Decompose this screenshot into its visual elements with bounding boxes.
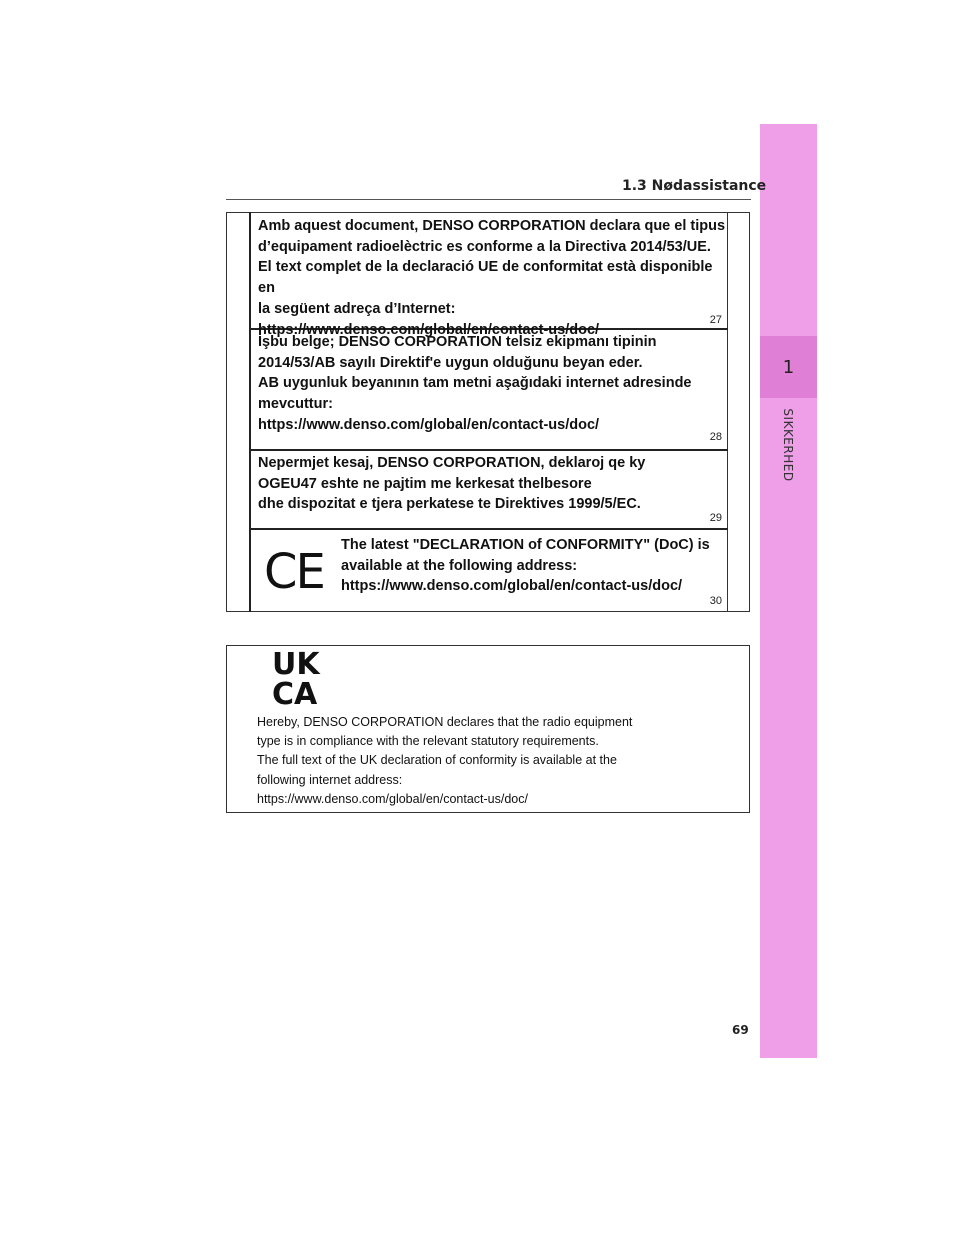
declaration-number: 27 — [709, 314, 722, 326]
declaration-text: Nepermjet kesaj, DENSO CORPORATION, deklaroj qe ky OGEU47 eshte ne pajtim me kerkesat thelbesore dhe dispozitat e tjera perkatese te Direktives 1999/5/EC. — [258, 455, 646, 513]
declaration-row-29 — [249, 451, 728, 530]
header-divider — [226, 199, 751, 200]
declaration-number: 28 — [709, 431, 722, 443]
chapter-number: 1 — [782, 356, 795, 378]
declaration-text: The latest "DECLARATION of CONFORMITY" (DoC) is available at the following address: https://www.denso.com/global/en/contact-us/doc/ — [341, 537, 710, 595]
page-number: 69 — [732, 1023, 749, 1037]
ukca-mark-logo — [272, 647, 320, 712]
ce-mark-logo: CE — [264, 544, 324, 600]
section-title: 1.3 Nødassistance — [622, 178, 767, 194]
declaration-row-30 — [249, 530, 728, 612]
chapter-label-text: SIKKERHED — [781, 408, 795, 482]
declaration-text: Amb aquest document, DENSO CORPORATION declara que el tipus d’equipament radioelèctric es conforme a la Directiva 2014/53/UE. El text complet de la declaració UE de conformitat està disponible en la següent adreça d’Internet: https://www.denso.com/global/en/contact-us/doc/ — [258, 218, 726, 338]
declaration-number: 29 — [709, 512, 722, 524]
declaration-text: İşbu belge; DENSO CORPORATION telsiz ekipmanı tipinin 2014/53/AB sayılı Direktif'e uygun olduğunu beyan eder. AB uygunluk beyanının tam metni aşağıdaki internet adresinde mevcuttur: https://www.denso.com/global/en/contact-us/doc/ — [258, 334, 692, 433]
ukca-logo-line1: UK — [272, 647, 320, 682]
chapter-number-box — [760, 336, 817, 398]
ukca-logo-line2: CA — [272, 677, 318, 712]
declaration-number: 30 — [709, 595, 722, 607]
declaration-row-28 — [249, 330, 728, 451]
chapter-side-tab — [760, 124, 817, 1058]
declaration-row-27 — [249, 212, 728, 338]
ukca-declaration-text: Hereby, DENSO CORPORATION declares that the radio equipment type is in compliance with the relevant statutory requirements. The full text of the UK declaration of conformity is available at the following internet address: https://www.denso.com/global/en/contact-us/doc/ — [257, 715, 633, 806]
